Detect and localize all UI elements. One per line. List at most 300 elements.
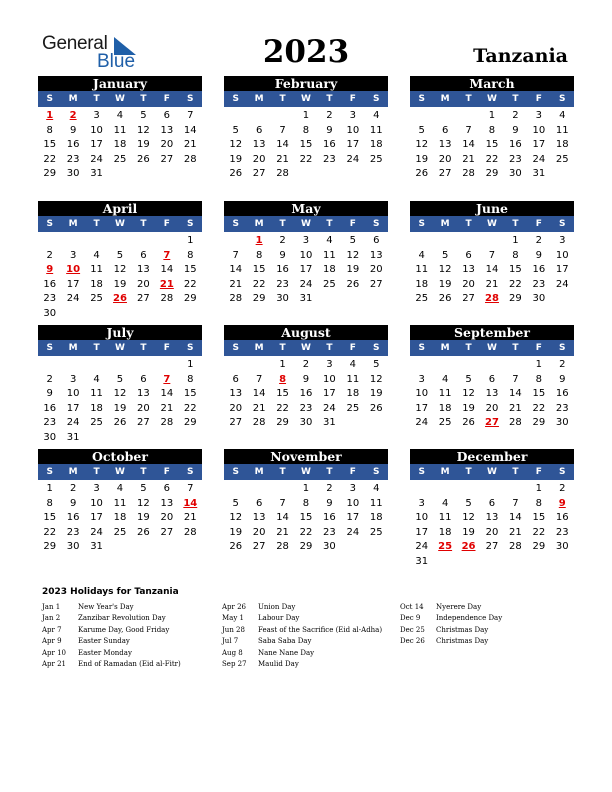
day-cell: 21 bbox=[462, 153, 475, 165]
empty-cell bbox=[224, 358, 247, 373]
day-cell: 1 bbox=[535, 483, 543, 494]
day-cell: 27 bbox=[252, 541, 266, 553]
empty-cell bbox=[504, 482, 527, 497]
day-cell: 4 bbox=[373, 110, 380, 121]
day-cell: 26 bbox=[369, 402, 383, 414]
day-cell: 25 bbox=[113, 526, 127, 538]
day-cell: 19 bbox=[346, 264, 360, 276]
day-cell: 9 bbox=[69, 497, 77, 509]
day-cell: 26 bbox=[229, 168, 243, 180]
day-cell: 11 bbox=[323, 249, 336, 261]
day-cell: 21 bbox=[509, 526, 522, 538]
day-cell: 11 bbox=[90, 264, 103, 276]
day-cell: 6 bbox=[255, 497, 263, 509]
day-cell: 10 bbox=[66, 388, 80, 400]
weekday-label: M bbox=[254, 94, 264, 104]
day-cell: 16 bbox=[66, 512, 80, 524]
day-cell: 21 bbox=[229, 278, 243, 290]
weekday-label: W bbox=[487, 94, 497, 104]
weekday-label: T bbox=[326, 94, 333, 104]
day-grid bbox=[410, 356, 574, 431]
holiday-day-cell: 26 bbox=[461, 541, 476, 553]
month-title: August bbox=[224, 325, 388, 340]
day-cell: 13 bbox=[252, 139, 266, 151]
day-cell: 6 bbox=[163, 110, 171, 121]
day-cell: 9 bbox=[326, 124, 333, 136]
weekday-label: T bbox=[279, 94, 286, 104]
weekday-label: W bbox=[301, 467, 311, 477]
day-cell: 3 bbox=[93, 483, 100, 494]
day-cell: 9 bbox=[302, 373, 310, 385]
day-cell: 11 bbox=[438, 388, 452, 400]
day-cell: 29 bbox=[299, 541, 313, 553]
day-cell: 8 bbox=[535, 373, 543, 385]
day-cell: 1 bbox=[279, 359, 286, 370]
holiday-date: Jul 7 bbox=[222, 637, 239, 646]
day-cell: 25 bbox=[369, 526, 383, 538]
day-cell: 13 bbox=[462, 264, 475, 276]
day-cell: 9 bbox=[279, 249, 286, 261]
day-cell: 5 bbox=[465, 373, 472, 385]
day-cell: 1 bbox=[302, 483, 310, 494]
weekday-header bbox=[224, 91, 388, 107]
month-september bbox=[410, 325, 574, 431]
day-cell: 14 bbox=[229, 264, 243, 276]
day-cell: 23 bbox=[276, 278, 289, 290]
day-cell: 27 bbox=[160, 526, 174, 538]
month-title: December bbox=[410, 449, 574, 464]
day-cell: 13 bbox=[485, 512, 499, 524]
day-cell: 18 bbox=[346, 388, 360, 400]
empty-cell bbox=[224, 109, 247, 124]
day-grid bbox=[224, 107, 388, 182]
weekday-header bbox=[410, 464, 574, 480]
day-cell: 21 bbox=[276, 153, 289, 165]
day-cell: 2 bbox=[46, 249, 53, 261]
day-cell: 24 bbox=[323, 402, 336, 414]
day-cell: 19 bbox=[415, 153, 429, 165]
day-cell: 8 bbox=[302, 124, 310, 136]
weekday-label: T bbox=[465, 219, 472, 229]
weekday-label: T bbox=[326, 219, 333, 229]
day-cell: 31 bbox=[66, 431, 80, 443]
day-cell: 23 bbox=[509, 153, 522, 165]
holiday-day-cell: 28 bbox=[485, 293, 499, 305]
holiday-row bbox=[42, 636, 181, 647]
day-cell: 15 bbox=[183, 264, 197, 276]
holiday-row bbox=[400, 625, 502, 636]
empty-cell bbox=[85, 358, 108, 373]
day-cell: 20 bbox=[438, 153, 452, 165]
holiday-date: Jan 2 bbox=[42, 614, 61, 623]
day-cell: 19 bbox=[137, 512, 150, 524]
holiday-name: Nyerere Day bbox=[436, 603, 482, 611]
holiday-name: Karume Day, Good Friday bbox=[78, 625, 170, 634]
weekday-label: M bbox=[254, 467, 264, 477]
weekday-label: W bbox=[115, 467, 125, 477]
day-cell: 15 bbox=[43, 512, 57, 524]
day-cell: 19 bbox=[462, 402, 475, 414]
day-cell: 3 bbox=[349, 110, 357, 121]
weekday-header bbox=[224, 216, 388, 232]
day-cell: 13 bbox=[485, 388, 499, 400]
day-cell: 23 bbox=[43, 293, 57, 305]
day-grid bbox=[224, 232, 388, 307]
day-cell: 4 bbox=[373, 483, 380, 494]
holiday-day-cell: 7 bbox=[163, 249, 171, 261]
holiday-row bbox=[222, 602, 382, 613]
day-cell: 30 bbox=[323, 541, 336, 553]
day-cell: 10 bbox=[555, 249, 569, 261]
day-cell: 25 bbox=[415, 293, 429, 305]
empty-cell bbox=[132, 234, 155, 249]
day-cell: 10 bbox=[323, 373, 336, 385]
day-cell: 19 bbox=[462, 526, 475, 538]
day-cell: 21 bbox=[276, 526, 289, 538]
day-cell: 12 bbox=[462, 512, 475, 524]
weekday-label: T bbox=[140, 343, 147, 353]
day-cell: 23 bbox=[66, 526, 80, 538]
day-cell: 17 bbox=[532, 139, 546, 151]
weekday-header bbox=[410, 91, 574, 107]
empty-cell bbox=[224, 234, 247, 249]
day-cell: 4 bbox=[93, 373, 100, 385]
day-cell: 14 bbox=[509, 388, 522, 400]
weekday-label: T bbox=[93, 94, 100, 104]
holiday-day-cell: 8 bbox=[279, 373, 287, 385]
empty-cell bbox=[433, 482, 456, 497]
month-title: September bbox=[410, 325, 574, 340]
day-cell: 13 bbox=[229, 388, 243, 400]
day-cell: 18 bbox=[555, 139, 569, 151]
empty-cell bbox=[247, 482, 270, 497]
day-cell: 24 bbox=[532, 153, 546, 165]
month-october bbox=[38, 449, 202, 555]
day-cell: 3 bbox=[69, 249, 77, 261]
day-cell: 29 bbox=[43, 168, 57, 180]
weekday-label: M bbox=[68, 94, 78, 104]
day-cell: 13 bbox=[137, 388, 150, 400]
weekday-label: F bbox=[163, 467, 170, 477]
weekday-label: W bbox=[487, 343, 497, 353]
day-cell: 8 bbox=[46, 497, 53, 509]
empty-cell bbox=[61, 358, 84, 373]
day-cell: 29 bbox=[532, 417, 546, 429]
holiday-row bbox=[222, 625, 382, 636]
day-cell: 29 bbox=[252, 293, 266, 305]
empty-cell bbox=[271, 482, 294, 497]
day-cell: 19 bbox=[137, 139, 150, 151]
holiday-day-cell: 9 bbox=[46, 264, 54, 276]
holiday-date: Dec 25 bbox=[400, 625, 425, 634]
weekday-label: F bbox=[349, 467, 356, 477]
day-cell: 7 bbox=[187, 110, 194, 121]
day-cell: 22 bbox=[43, 526, 57, 538]
day-cell: 5 bbox=[116, 249, 124, 261]
weekday-label: F bbox=[349, 219, 356, 229]
day-cell: 15 bbox=[276, 388, 289, 400]
day-cell: 12 bbox=[229, 139, 243, 151]
day-cell: 18 bbox=[438, 402, 452, 414]
day-cell: 28 bbox=[462, 168, 475, 180]
day-cell: 14 bbox=[276, 512, 289, 524]
weekday-label: F bbox=[349, 343, 356, 353]
empty-cell bbox=[433, 234, 456, 249]
weekday-label: S bbox=[559, 94, 566, 104]
day-cell: 15 bbox=[252, 264, 266, 276]
day-cell: 2 bbox=[512, 110, 519, 121]
weekday-label: T bbox=[465, 94, 472, 104]
day-cell: 30 bbox=[555, 417, 569, 429]
day-cell: 27 bbox=[485, 541, 499, 553]
holiday-name: Independence Day bbox=[436, 614, 503, 623]
weekday-header bbox=[410, 340, 574, 356]
empty-cell bbox=[410, 234, 433, 249]
day-cell: 8 bbox=[512, 249, 519, 261]
weekday-label: S bbox=[187, 467, 194, 477]
day-grid bbox=[38, 356, 202, 446]
day-cell: 11 bbox=[369, 124, 383, 136]
day-cell: 12 bbox=[438, 264, 452, 276]
holiday-name: Christmas Day bbox=[436, 625, 489, 634]
logo-word-general: General bbox=[42, 33, 108, 54]
day-cell: 4 bbox=[93, 249, 100, 261]
holiday-day-cell: 9 bbox=[558, 497, 566, 509]
weekday-label: S bbox=[418, 343, 425, 353]
day-cell: 6 bbox=[488, 497, 496, 509]
weekday-label: M bbox=[440, 94, 450, 104]
holiday-date: Apr 7 bbox=[42, 625, 62, 634]
holiday-row bbox=[42, 659, 181, 670]
weekday-label: T bbox=[140, 219, 147, 229]
holiday-row bbox=[42, 625, 181, 636]
empty-cell bbox=[247, 358, 270, 373]
weekday-label: W bbox=[115, 94, 125, 104]
day-cell: 17 bbox=[90, 139, 103, 151]
day-cell: 20 bbox=[229, 402, 243, 414]
day-grid bbox=[224, 356, 388, 431]
day-cell: 28 bbox=[183, 153, 197, 165]
day-cell: 7 bbox=[255, 373, 263, 385]
day-cell: 6 bbox=[140, 373, 147, 385]
holiday-name: New Year's Day bbox=[78, 603, 134, 611]
day-cell: 16 bbox=[323, 512, 336, 524]
day-cell: 24 bbox=[66, 417, 80, 429]
day-cell: 27 bbox=[252, 168, 266, 180]
weekday-header bbox=[224, 340, 388, 356]
day-cell: 22 bbox=[43, 153, 57, 165]
day-cell: 1 bbox=[535, 359, 543, 370]
holiday-row bbox=[222, 636, 382, 647]
day-cell: 19 bbox=[113, 402, 127, 414]
day-grid bbox=[38, 107, 202, 182]
day-cell: 27 bbox=[137, 293, 150, 305]
day-cell: 26 bbox=[229, 541, 243, 553]
holiday-day-cell: 27 bbox=[485, 417, 499, 429]
weekday-label: S bbox=[559, 343, 566, 353]
holiday-name: End of Ramadan (Eid al-Fitr) bbox=[78, 659, 181, 668]
day-cell: 16 bbox=[276, 264, 289, 276]
day-cell: 24 bbox=[415, 417, 429, 429]
day-cell: 30 bbox=[555, 541, 569, 553]
day-cell: 18 bbox=[415, 278, 429, 290]
empty-cell bbox=[108, 358, 131, 373]
day-cell: 3 bbox=[535, 110, 543, 121]
day-cell: 24 bbox=[299, 278, 313, 290]
day-cell: 5 bbox=[349, 235, 357, 246]
weekday-label: T bbox=[93, 219, 100, 229]
day-cell: 4 bbox=[418, 249, 425, 261]
weekday-label: M bbox=[254, 343, 264, 353]
day-cell: 9 bbox=[559, 373, 566, 385]
day-cell: 12 bbox=[415, 139, 429, 151]
month-may bbox=[224, 201, 388, 307]
holiday-date: Aug 8 bbox=[222, 648, 243, 657]
day-cell: 14 bbox=[509, 512, 522, 524]
empty-cell bbox=[155, 234, 178, 249]
month-title: June bbox=[410, 201, 574, 216]
day-cell: 30 bbox=[43, 307, 57, 319]
weekday-label: W bbox=[301, 219, 311, 229]
empty-cell bbox=[433, 109, 456, 124]
holiday-date: Jan 1 bbox=[42, 603, 61, 611]
day-cell: 17 bbox=[415, 526, 429, 538]
weekday-label: M bbox=[68, 219, 78, 229]
weekday-label: T bbox=[140, 467, 147, 477]
weekday-header bbox=[410, 216, 574, 232]
day-cell: 15 bbox=[532, 388, 546, 400]
month-july bbox=[38, 325, 202, 446]
day-cell: 1 bbox=[488, 110, 496, 121]
day-cell: 27 bbox=[160, 153, 174, 165]
day-cell: 26 bbox=[415, 168, 429, 180]
weekday-label: M bbox=[254, 219, 264, 229]
weekday-label: F bbox=[535, 94, 542, 104]
day-cell: 7 bbox=[488, 249, 496, 261]
weekday-label: S bbox=[46, 219, 53, 229]
day-cell: 26 bbox=[113, 417, 127, 429]
day-cell: 2 bbox=[46, 373, 53, 385]
day-cell: 19 bbox=[438, 278, 452, 290]
day-cell: 17 bbox=[90, 512, 103, 524]
day-cell: 22 bbox=[183, 278, 197, 290]
holiday-row bbox=[222, 659, 382, 670]
day-cell: 26 bbox=[462, 417, 475, 429]
day-cell: 15 bbox=[532, 512, 546, 524]
day-cell: 7 bbox=[512, 497, 519, 509]
day-cell: 5 bbox=[465, 497, 472, 509]
weekday-label: W bbox=[115, 343, 125, 353]
holiday-column bbox=[42, 602, 181, 670]
weekday-label: S bbox=[46, 467, 53, 477]
day-cell: 9 bbox=[512, 124, 519, 136]
month-april bbox=[38, 201, 202, 322]
holiday-name: Christmas Day bbox=[436, 637, 489, 646]
day-cell: 22 bbox=[252, 278, 266, 290]
holiday-date: Apr 10 bbox=[42, 648, 67, 657]
day-cell: 8 bbox=[255, 249, 263, 261]
day-cell: 1 bbox=[302, 110, 310, 121]
empty-cell bbox=[85, 234, 108, 249]
day-cell: 23 bbox=[323, 153, 336, 165]
holiday-column bbox=[400, 602, 502, 648]
day-cell: 23 bbox=[532, 278, 546, 290]
day-cell: 14 bbox=[485, 264, 499, 276]
day-cell: 6 bbox=[140, 249, 147, 261]
holiday-row bbox=[400, 602, 502, 613]
day-cell: 5 bbox=[232, 497, 239, 509]
day-cell: 21 bbox=[252, 402, 266, 414]
month-title: July bbox=[38, 325, 202, 340]
weekday-label: T bbox=[279, 343, 286, 353]
day-cell: 2 bbox=[535, 235, 543, 246]
day-cell: 8 bbox=[187, 249, 194, 261]
day-cell: 4 bbox=[116, 110, 124, 121]
day-cell: 19 bbox=[113, 278, 127, 290]
day-cell: 11 bbox=[555, 124, 569, 136]
day-cell: 25 bbox=[323, 278, 336, 290]
day-cell: 28 bbox=[252, 417, 266, 429]
day-cell: 4 bbox=[441, 497, 449, 509]
day-cell: 1 bbox=[46, 483, 53, 494]
day-cell: 25 bbox=[90, 417, 103, 429]
weekday-label: S bbox=[418, 94, 425, 104]
day-cell: 1 bbox=[187, 359, 194, 370]
day-grid bbox=[410, 480, 574, 570]
day-cell: 16 bbox=[532, 264, 546, 276]
day-cell: 26 bbox=[137, 526, 150, 538]
day-cell: 20 bbox=[252, 153, 266, 165]
day-cell: 7 bbox=[279, 124, 286, 136]
empty-cell bbox=[457, 109, 480, 124]
holiday-date: May 1 bbox=[222, 614, 244, 623]
weekday-label: S bbox=[187, 94, 194, 104]
day-cell: 16 bbox=[299, 388, 313, 400]
holiday-date: Dec 26 bbox=[400, 637, 425, 646]
holiday-date: Sep 27 bbox=[222, 659, 247, 668]
day-cell: 13 bbox=[438, 139, 452, 151]
day-cell: 28 bbox=[276, 541, 289, 553]
empty-cell bbox=[61, 234, 84, 249]
holiday-day-cell: 10 bbox=[66, 264, 81, 276]
day-cell: 26 bbox=[438, 293, 452, 305]
weekday-label: M bbox=[68, 467, 78, 477]
month-title: October bbox=[38, 449, 202, 464]
weekday-label: F bbox=[349, 94, 356, 104]
day-cell: 16 bbox=[43, 278, 57, 290]
day-cell: 21 bbox=[509, 402, 522, 414]
day-cell: 12 bbox=[229, 512, 243, 524]
day-cell: 22 bbox=[485, 153, 499, 165]
day-cell: 1 bbox=[512, 235, 519, 246]
day-cell: 30 bbox=[299, 417, 313, 429]
weekday-header bbox=[38, 464, 202, 480]
weekday-label: S bbox=[232, 467, 239, 477]
month-title: January bbox=[38, 76, 202, 91]
day-cell: 7 bbox=[279, 497, 286, 509]
month-title: April bbox=[38, 201, 202, 216]
day-cell: 12 bbox=[346, 249, 360, 261]
month-december bbox=[410, 449, 574, 570]
day-cell: 22 bbox=[509, 278, 522, 290]
day-cell: 31 bbox=[532, 168, 546, 180]
holiday-date: Jun 28 bbox=[222, 625, 245, 634]
holiday-day-cell: 14 bbox=[183, 497, 198, 509]
day-cell: 12 bbox=[369, 373, 383, 385]
day-cell: 5 bbox=[140, 483, 147, 494]
day-cell: 9 bbox=[69, 124, 77, 136]
day-cell: 28 bbox=[509, 417, 522, 429]
